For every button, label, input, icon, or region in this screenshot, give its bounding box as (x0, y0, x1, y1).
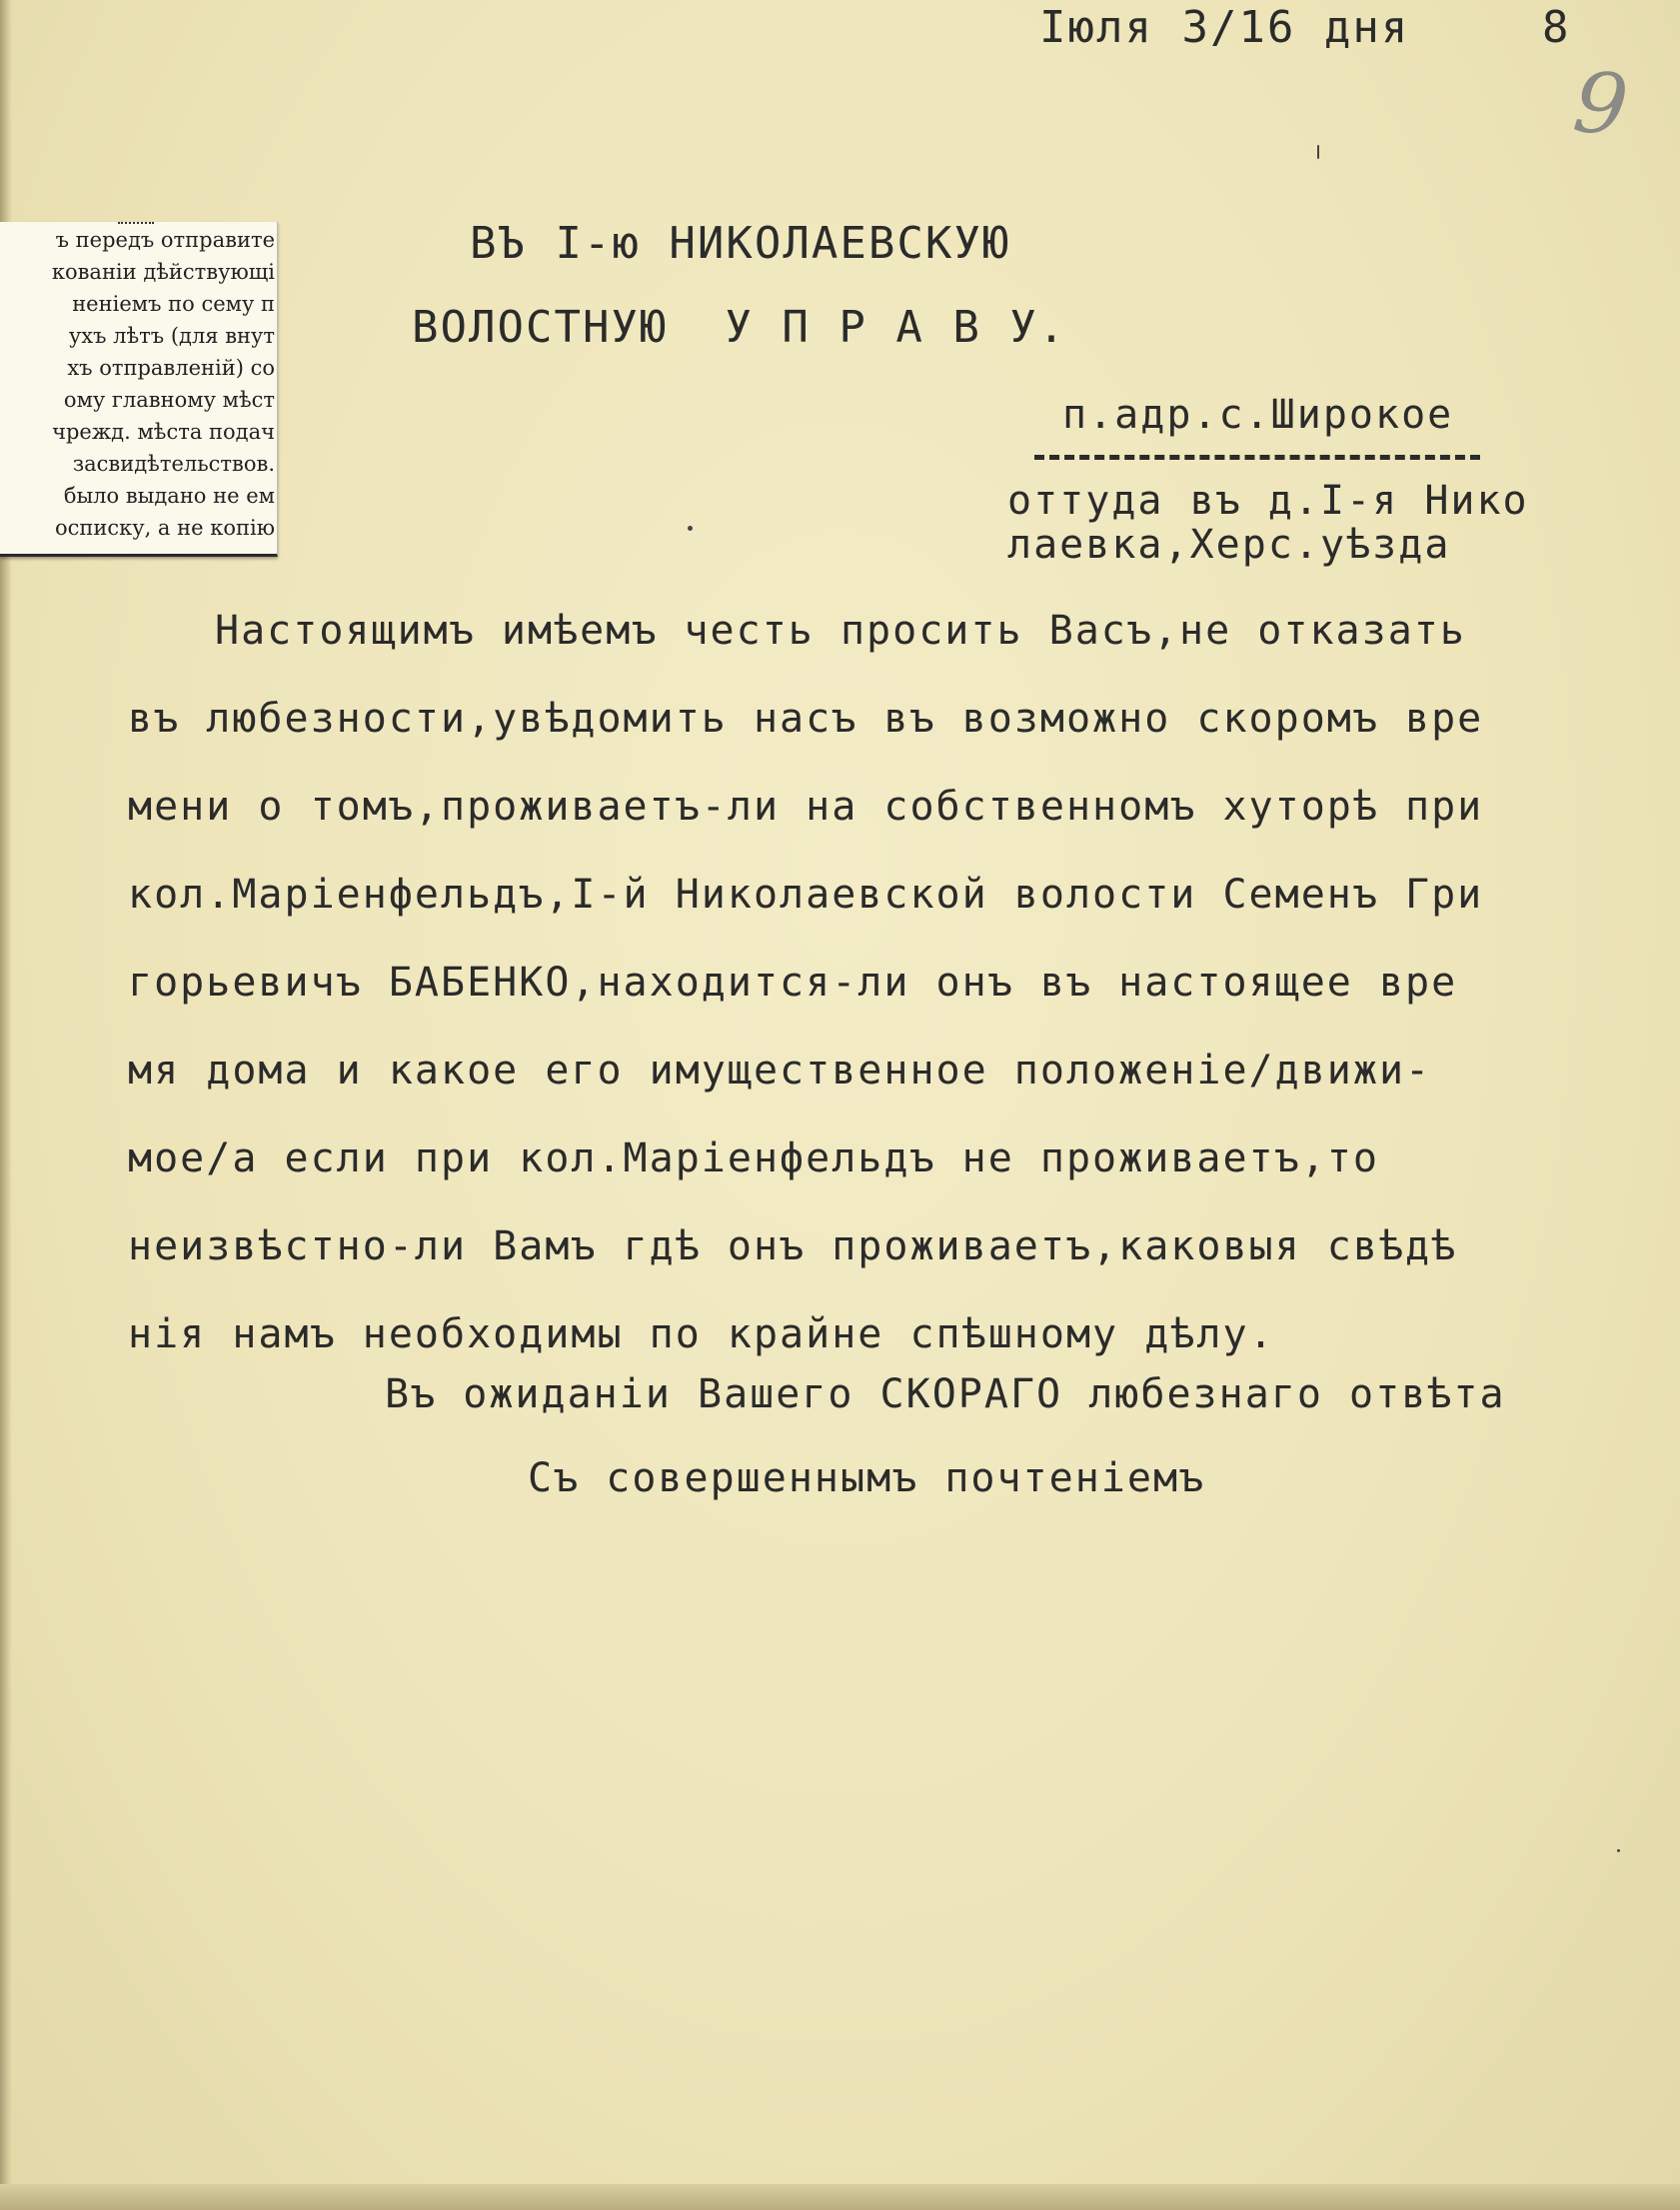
body-line: мя дома и какое его имущественное положеніе/движи- (128, 1048, 1432, 1094)
addressee-line-2: ВОЛОСТНУЮ У П Р А В У. (412, 302, 1067, 353)
postal-address: п.адр.с.Широкое (1062, 392, 1454, 438)
clipping-line: было выдано не ем (63, 484, 275, 508)
body-line: мое/а если при кол.Маріенфельдъ не проживаетъ,то (128, 1135, 1379, 1181)
closing-line-2: Съ совершеннымъ почтеніемъ (528, 1455, 1206, 1501)
clipping-line: ому главному мѣст (63, 388, 275, 412)
closing-line-1: Въ ожиданіи Вашего СКОРАГО любезнаго отвѣта (385, 1371, 1506, 1417)
clipping-dotted-rule (118, 222, 154, 224)
ink-speck (1617, 1849, 1620, 1852)
date-header: Іюля 3/16 дня (1039, 2, 1410, 53)
forwarding-address-line-1: оттуда въ д.I-я Нико (1007, 478, 1529, 524)
body-line: горьевичъ БАБЕНКО,находится-ли онъ въ настоящее вре (128, 960, 1458, 1006)
body-line: въ любезности,увѣдомить насъ въ возможно скоромъ вре (128, 696, 1484, 742)
ink-speck (688, 526, 693, 531)
clipping-line: ухъ лѣтъ (для внут (68, 324, 275, 348)
pasted-newspaper-clipping (0, 222, 278, 557)
clipping-line: ненiемъ по сему п (72, 292, 275, 316)
clipping-line: осписку, а не копію (54, 516, 275, 540)
body-line: мени о томъ,проживаетъ-ли на собственномъ хуторѣ при (128, 784, 1484, 830)
typed-page-number: 8 (1542, 2, 1571, 53)
dashed-underline (1034, 455, 1480, 460)
ink-speck (1317, 145, 1319, 159)
clipping-line: ъ передъ отправите (55, 228, 275, 252)
clipping-line: хъ отправленій) со (67, 356, 275, 380)
body-line: кол.Маріенфельдъ,I-й Николаевской волости Семенъ Гри (128, 872, 1484, 918)
addressee-line-1: ВЪ I-ю НИКОЛАЕВСКУЮ (470, 218, 1011, 269)
body-line: неизвѣстно-ли Вамъ гдѣ онъ проживаетъ,каковыя свѣдѣ (128, 1223, 1458, 1269)
clipping-line: кованіи дѣйствующі (51, 260, 275, 284)
body-line: нія намъ необходимы по крайне спѣшному дѣлу. (128, 1311, 1275, 1357)
body-line: Настоящимъ имѣемъ честь просить Васъ,не отказать (215, 608, 1466, 654)
clipping-line: чрежд. мѣста подач (52, 420, 275, 444)
forwarding-address-line-2: лаевка,Херс.уѣзда (1007, 522, 1451, 568)
handwritten-page-number: 9 (1569, 52, 1633, 156)
page-bottom-edge (0, 2184, 1680, 2210)
clipping-line: засвидѣтельствов. (72, 452, 275, 476)
